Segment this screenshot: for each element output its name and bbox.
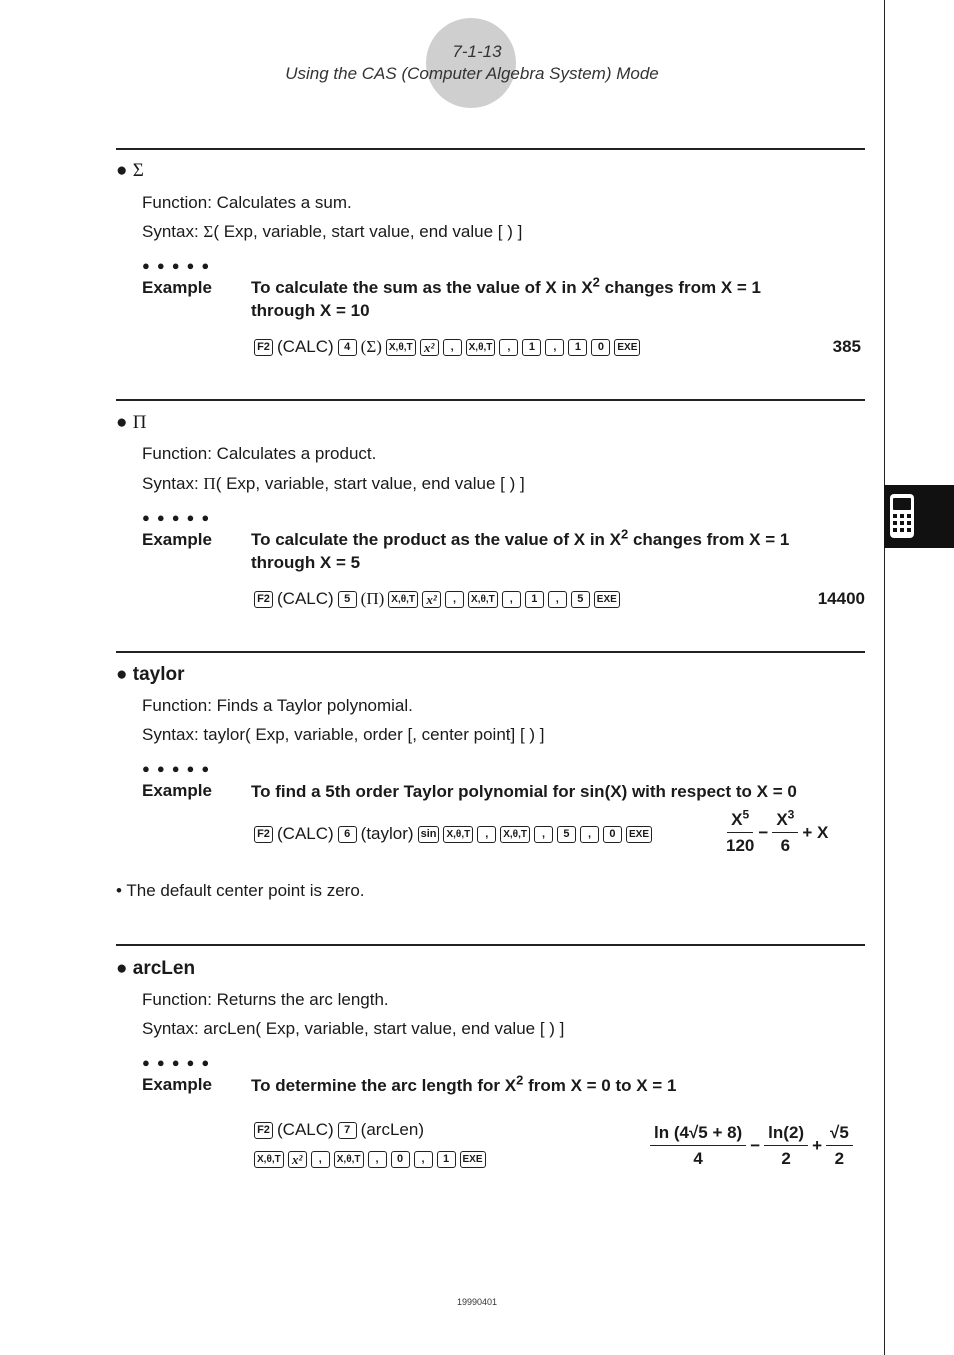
taylor-result: $\frac{X^5}{120}$ − $\frac{X^3}{6}$ + X	[726, 807, 829, 855]
key-variable: X,θ,T	[468, 591, 498, 608]
key-sequence	[254, 1120, 424, 1140]
key-6: 6	[338, 826, 357, 843]
note: • The default center point is zero.	[116, 881, 365, 900]
example-label: Example	[142, 781, 212, 800]
key-variable: X,θ,T	[254, 1151, 284, 1168]
key-exe: EXE	[626, 826, 652, 843]
syntax-line: Syntax: arcLen( Exp, variable, start value, end value [ ) ]	[142, 1019, 565, 1038]
key-comma: ,	[545, 339, 564, 356]
key-7: 7	[338, 1122, 357, 1139]
key-sequence	[254, 1151, 486, 1168]
key-comma: ,	[477, 826, 496, 843]
key-4: 4	[338, 339, 357, 356]
key-exe: EXE	[460, 1151, 486, 1168]
key-0: 0	[603, 826, 622, 843]
key-variable: X,θ,T	[500, 826, 530, 843]
key-variable: X,θ,T	[334, 1151, 364, 1168]
section-divider	[116, 399, 865, 401]
function-description: Function: Finds a Taylor polynomial.	[142, 696, 413, 715]
example-description: To calculate the product as the value of X in $X^2$ changes from X = 1 through X = 5	[251, 526, 790, 572]
function-description: Function: Returns the arc length.	[142, 990, 389, 1009]
key-caption: (Π)	[360, 589, 385, 608]
example-result: 385	[832, 337, 861, 356]
key-square: x²	[420, 339, 439, 356]
header-badge	[426, 18, 516, 108]
section-divider	[116, 944, 865, 946]
key-sequence	[254, 589, 620, 609]
example-label: Example	[142, 278, 212, 297]
key-caption: (arcLen)	[360, 1120, 424, 1139]
syntax-line: Syntax: Π( Exp, variable, start value, end value [ ) ]	[142, 474, 525, 493]
example-label: Example	[142, 530, 212, 549]
key-comma: ,	[534, 826, 553, 843]
arclen-result: $\frac{\ln (4√5 + 8)}{4}$ − $\frac{\ln(2)}{2}$ + $\frac{√5}{2}$	[650, 1123, 853, 1169]
key-f2: F2	[254, 591, 273, 608]
key-sequence	[254, 824, 652, 844]
section-heading-taylor: ● taylor	[116, 664, 185, 685]
margin-rule	[884, 0, 885, 1355]
syntax-line: Syntax: taylor( Exp, variable, order [, center point] [ ) ]	[142, 725, 545, 744]
example-label: Example	[142, 1075, 212, 1094]
key-comma: ,	[580, 826, 599, 843]
key-exe: EXE	[594, 591, 620, 608]
footer-code: 19990401	[456, 1297, 498, 1307]
example-dots: ●●●●●	[142, 761, 217, 776]
key-square: x²	[288, 1151, 307, 1168]
key-square: x²	[422, 591, 441, 608]
key-1: 1	[568, 339, 587, 356]
key-variable: X,θ,T	[466, 339, 496, 356]
section-heading-arclen: ● arcLen	[116, 958, 196, 979]
key-variable: X,θ,T	[386, 339, 416, 356]
key-exe: EXE	[614, 339, 640, 356]
section-divider	[116, 651, 865, 653]
key-comma: ,	[368, 1151, 387, 1168]
key-5: 5	[571, 591, 590, 608]
key-comma: ,	[499, 339, 518, 356]
key-5: 5	[557, 826, 576, 843]
key-comma: ,	[445, 591, 464, 608]
fraction: $\frac{\ln(2)}{2}$	[764, 1123, 808, 1169]
key-variable: X,θ,T	[388, 591, 418, 608]
key-comma: ,	[548, 591, 567, 608]
key-caption: (CALC)	[277, 824, 334, 843]
key-comma: ,	[311, 1151, 330, 1168]
fraction: $\frac{\ln (4√5 + 8)}{4}$	[650, 1123, 746, 1169]
page-title: Using the CAS (Computer Algebra System) Mode	[285, 64, 659, 83]
key-0: 0	[391, 1151, 410, 1168]
key-caption: (CALC)	[277, 589, 334, 608]
function-description: Function: Calculates a product.	[142, 444, 377, 463]
example-description: To calculate the sum as the value of X in $X^2$ changes from X = 1 through X = 10	[251, 274, 761, 320]
key-comma: ,	[443, 339, 462, 356]
example-result: 14400	[817, 589, 865, 608]
key-caption: (CALC)	[277, 337, 334, 356]
example-dots: ●●●●●	[142, 510, 217, 525]
key-comma: ,	[414, 1151, 433, 1168]
section-heading-product: ● Π	[116, 412, 147, 433]
key-f2: F2	[254, 339, 273, 356]
key-comma: ,	[502, 591, 521, 608]
section-divider	[116, 148, 865, 150]
syntax-line: Syntax: Σ( Exp, variable, start value, end value [ ) ]	[142, 222, 523, 241]
key-variable: X,θ,T	[443, 826, 473, 843]
key-sin: sin	[418, 826, 440, 843]
example-dots: ●●●●●	[142, 258, 217, 273]
calculator-icon	[889, 493, 915, 539]
section-heading-sum: ● Σ	[116, 160, 144, 181]
chapter-tab	[884, 485, 954, 548]
key-caption: (CALC)	[277, 1120, 334, 1139]
key-1: 1	[525, 591, 544, 608]
example-description: To find a 5th order Taylor polynomial for sin(X) with respect to X = 0	[251, 782, 797, 801]
function-description: Function: Calculates a sum.	[142, 193, 352, 212]
key-5: 5	[338, 591, 357, 608]
key-f2: F2	[254, 826, 273, 843]
fraction: $\frac{√5}{2}$	[826, 1123, 853, 1169]
key-0: 0	[591, 339, 610, 356]
example-dots: ●●●●●	[142, 1055, 217, 1070]
key-caption: (taylor)	[360, 824, 414, 843]
fraction: $\frac{X^3}{6}$	[772, 810, 798, 856]
key-1: 1	[437, 1151, 456, 1168]
key-1: 1	[522, 339, 541, 356]
fraction: $\frac{X^5}{120}$	[726, 807, 755, 855]
key-sequence	[254, 337, 640, 357]
key-f2: F2	[254, 1122, 273, 1139]
example-description: To determine the arc length for $X^2$ from X = 0 to X = 1	[251, 1072, 677, 1095]
key-caption: (Σ)	[360, 337, 382, 356]
page-number: 7-1-13	[452, 42, 502, 61]
